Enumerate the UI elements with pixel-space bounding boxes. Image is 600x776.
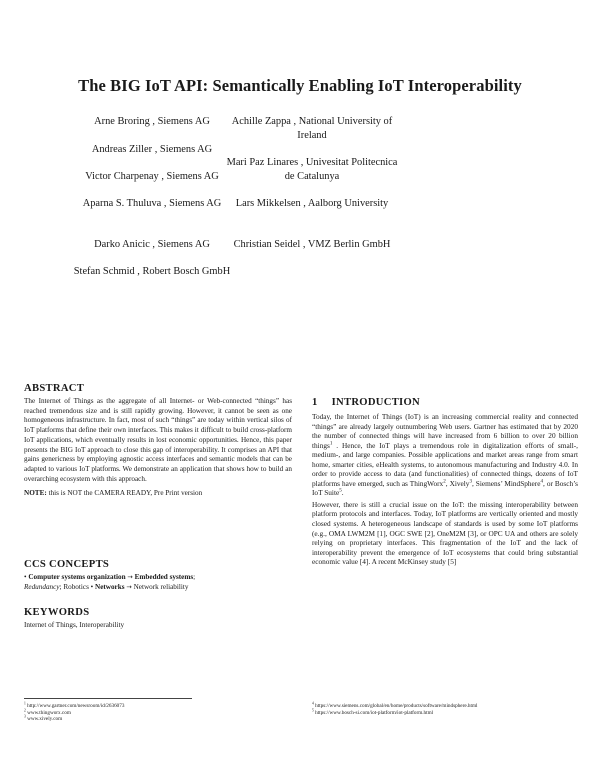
ccs-arrow-2: → <box>126 582 132 591</box>
introduction-paragraph-2: However, there is still a crucial issue on the IoT: the missing interoperability between platform protocols and interfaces. Today, IoT platforms are vertically oriented and mostly closed systems. A heterogeneous landscape of standards is used by some IoT platforms (e.g., OMA LWM2M [1], OGC SWE [2], OneM2M [3], or OPC UA and others are solely relying on proprietary interfaces. This fragmentation of the IoT and the lack of interoperability prevent the emergence of IoT ecosystems that could bring substantial economic value [4]. A recent McKinsey study [5] <box>312 499 578 567</box>
section-title: INTRODUCTION <box>331 397 420 408</box>
author-2: Andreas Ziller , Siemens AG <box>91 144 213 155</box>
ccs-arrow-1: → <box>127 573 133 581</box>
footnote-2: $^2$ www.thingworx.com <box>24 707 71 716</box>
ccs-item-2: Embedded systems <box>134 573 194 581</box>
abstract-heading: ABSTRACT <box>24 383 85 394</box>
introduction-section <box>312 397 578 567</box>
ccs-item-3: Redundancy <box>24 582 60 591</box>
introduction-paragraph-1: Today, the Internet of Things (IoT) is an increasing commercial reality and connected “things” are already largely outnumbering Web users. Gartner has estimated that by 2020 the number of connected things will have increased from 6 billion to over 20 billion things$^1$ . Hence, the IoT plays a tremendous role in digitalization efforts of small-, medium-, and large companies. Possible applications and market areas range from smart home, smarter cities, eHealth systems, to autonomous manufacturing and Industry 4.0. In order to provide access to data (and functionalities) of connected things, dozens of IoT platforms have emerged, such as ThingWorx$^2$, Xively$^3$, Siemens’ MindSphere$^4$, or Bosch’s IoT Suite$^5$. <box>312 412 578 498</box>
footnote-ref-4[interactable]: 4 <box>540 478 544 485</box>
author-7: Achille Zappa , National University of Ireland <box>231 116 393 141</box>
footnotes-right <box>312 703 578 716</box>
footnote-ref-3[interactable]: 3 <box>469 478 472 485</box>
footnote-4: $^4$ https://www.siemens.com/global/en/home/products/software/mindsphere.html <box>312 701 478 709</box>
keywords-text: Internet of Things, Interoperability <box>24 621 125 629</box>
keywords-heading: KEYWORDS <box>24 607 90 618</box>
note-label: NOTE: <box>24 489 47 498</box>
ccs-sep: ; <box>193 573 196 581</box>
ccs-item-1: Computer systems organization <box>28 573 126 581</box>
abstract-text: The Internet of Things as the aggregate of all Internet- or Web-connected “things” has reached tremendous size and is still rapidly growing. However, it cannot be seen as one homogeneous infrastructure. In fact, most of such “things” are today within vertical silos of IoT platforms that define their own interfaces. This makes it difficult to build cross-platform IoT applications, which eventually results in lost economic opportunities. Hence, this paper presents the BIG IoT approach to close this gap of interoperability. It comprises an API that gains genericness by employing agnostic access interfaces and semantic models that can be adapted to various IoT platforms. We demonstrate an application that shows how to build an overarching ecosystem with this approach. <box>24 397 292 483</box>
section-number: 1 <box>312 397 318 408</box>
ccs-heading: CCS CONCEPTS <box>24 559 110 570</box>
ccs-bullet: • <box>24 573 27 581</box>
abstract-section <box>24 383 292 499</box>
author-10: Christian Seidel , VMZ Berlin GmbH <box>233 239 391 250</box>
author-4: Aparna S. Thuluva , Siemens AG <box>82 198 222 209</box>
author-6: Stefan Schmid , Robert Bosch GmbH <box>73 266 231 277</box>
footnote-ref-2[interactable]: 2 <box>443 478 446 485</box>
author-8: Mari Paz Linares , Univesitat Politecnica de Catalunya <box>226 157 398 182</box>
footnote-ref-5[interactable]: 5 <box>339 487 342 494</box>
author-1: Arne Broring , Siemens AG <box>94 116 210 127</box>
footnote-ref-1[interactable]: 1 <box>329 440 333 447</box>
introduction-heading <box>312 397 578 408</box>
author-3: Victor Charpenay , Siemens AG <box>85 171 219 182</box>
note-text: this is NOT the CAMERA READY, Pre Print version <box>46 489 203 498</box>
footnote-5: $^5$ https://www.bosch-si.com/iot-platform/iot-platform.html <box>312 707 434 716</box>
footnote-1: $^1$ http://www.gartner.com/newsroom/id/2636073 <box>24 701 125 709</box>
ccs-section <box>24 559 292 592</box>
footnote-rule-left <box>24 698 192 699</box>
ccs-item-6: Network reliability <box>133 582 189 591</box>
footnotes-left <box>24 703 292 723</box>
ccs-text <box>24 573 292 592</box>
keywords-section <box>24 607 292 631</box>
paper-title: The BIG IoT API: Semantically Enabling IoT Interoperability <box>78 76 522 95</box>
author-9: Lars Mikkelsen , Aalborg University <box>235 198 389 209</box>
ccs-item-4: ; Robotics • <box>59 582 94 591</box>
abstract-note <box>24 489 292 499</box>
ccs-item-5: Networks <box>95 582 125 591</box>
footnote-3: $^3$ www.xively.com <box>24 714 63 723</box>
author-5: Darko Anicic , Siemens AG <box>94 239 210 250</box>
